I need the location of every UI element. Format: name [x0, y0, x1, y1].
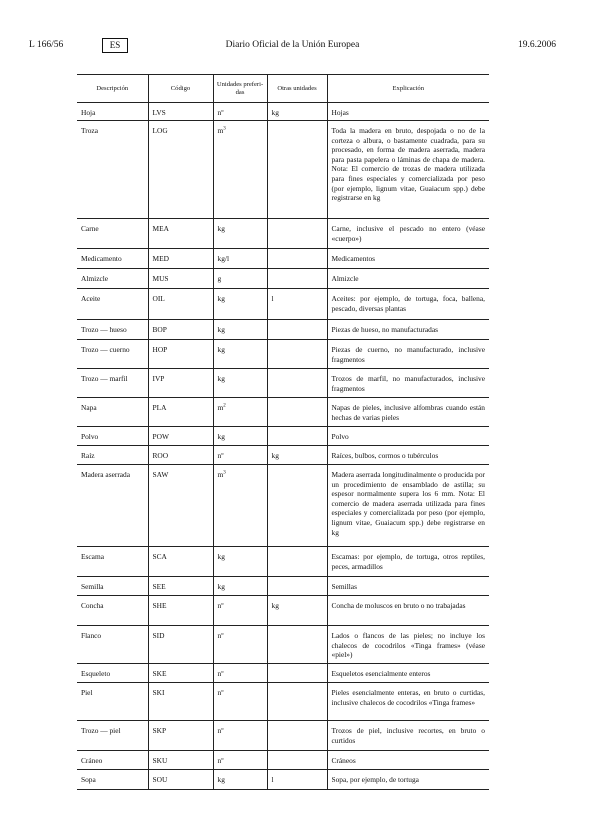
- cell-other-unit: [267, 398, 327, 427]
- cell-code: LVS: [148, 103, 213, 121]
- cell-explanation: Toda la madera en bruto, despojada o no de la corteza o albura, o bastamente cuadrada, para su procesado, en forma de madera aserrada, madera para pasta papelera o láminas de chapa de madera. Nota: El comercio de trozas de madera utilizada para fines especiales y comercializada por peso (por ejemplo, lignum vitae, Guaiacum spp.) debe registrarse en kg: [327, 121, 489, 219]
- cell-other-unit: [267, 269, 327, 289]
- cell-description: Cráneo: [77, 751, 148, 770]
- table-row: [77, 269, 489, 289]
- cell-other-unit: [267, 547, 327, 577]
- cell-explanation: Semillas: [327, 577, 489, 596]
- table-row: [77, 103, 489, 121]
- cell-code: SKE: [148, 664, 213, 683]
- language-box: ES: [102, 38, 128, 53]
- cell-preferred-unit: kg: [213, 219, 267, 249]
- cell-code: ROO: [148, 446, 213, 465]
- cell-explanation: Raíces, bulbos, cormos o tubérculos: [327, 446, 489, 465]
- cell-description: Esqueleto: [77, 664, 148, 683]
- cell-other-unit: [267, 249, 327, 269]
- cell-preferred-unit: nº: [213, 664, 267, 683]
- cell-explanation: Polvo: [327, 427, 489, 446]
- table-row: [77, 626, 489, 664]
- cell-explanation: Piezas de cuerno, no manufacturado, inclusive fragmentos: [327, 340, 489, 369]
- cell-other-unit: kg: [267, 596, 327, 626]
- table-row: [77, 664, 489, 683]
- cell-explanation: Esqueletos esencialmente enteros: [327, 664, 489, 683]
- table-row: [77, 219, 489, 249]
- cell-preferred-unit: nº: [213, 446, 267, 465]
- cell-code: SKP: [148, 721, 213, 751]
- table-row: [77, 398, 489, 427]
- table-row: [77, 770, 489, 790]
- table-row: [77, 683, 489, 721]
- table-row: [77, 596, 489, 626]
- cell-other-unit: [267, 369, 327, 398]
- cell-description: Semilla: [77, 577, 148, 596]
- col-header-preferred-units: Unidades preferi-das: [213, 75, 267, 103]
- cell-description: Trozo — piel: [77, 721, 148, 751]
- journal-title: Diario Oficial de la Unión Europea: [225, 40, 360, 50]
- cell-other-unit: [267, 683, 327, 721]
- cell-description: Carne: [77, 219, 148, 249]
- cell-description: Medicamento: [77, 249, 148, 269]
- table-row: [77, 340, 489, 369]
- cell-description: Troza: [77, 121, 148, 219]
- table-body: [77, 103, 489, 790]
- cell-code: SOU: [148, 770, 213, 790]
- cell-code: SID: [148, 626, 213, 664]
- cell-preferred-unit: $m^2$: [213, 398, 267, 427]
- col-header-other-units: Otras unidades: [267, 75, 327, 103]
- table-row: [77, 547, 489, 577]
- cell-code: SAW: [148, 465, 213, 547]
- cell-explanation: Escamas: por ejemplo, de tortuga, otros reptiles, peces, armadillos: [327, 547, 489, 577]
- cell-code: POW: [148, 427, 213, 446]
- cell-preferred-unit: $m^3$: [213, 465, 267, 547]
- cell-other-unit: [267, 121, 327, 219]
- cell-explanation: Piezas de hueso, no manufacturadas: [327, 320, 489, 340]
- cell-code: MED: [148, 249, 213, 269]
- cell-code: OIL: [148, 289, 213, 320]
- cell-preferred-unit: kg: [213, 320, 267, 340]
- cell-code: HOP: [148, 340, 213, 369]
- cell-description: Madera aserrada: [77, 465, 148, 547]
- cell-preferred-unit: kg: [213, 340, 267, 369]
- units-table: [77, 74, 489, 790]
- cell-explanation: Napas de pieles, inclusive alfombras cuando están hechas de varias pieles: [327, 398, 489, 427]
- table-row: [77, 577, 489, 596]
- cell-explanation: Trozos de marfil, no manufacturados, inclusive fragmentos: [327, 369, 489, 398]
- issue-date: 19.6.2006: [518, 40, 556, 50]
- cell-preferred-unit: nº: [213, 683, 267, 721]
- cell-explanation: Sopa, por ejemplo, de tortuga: [327, 770, 489, 790]
- cell-preferred-unit: kg: [213, 770, 267, 790]
- cell-description: Concha: [77, 596, 148, 626]
- cell-other-unit: [267, 340, 327, 369]
- cell-other-unit: kg: [267, 103, 327, 121]
- page-number: L 166/56: [29, 40, 64, 50]
- cell-description: Trozo — hueso: [77, 320, 148, 340]
- cell-other-unit: [267, 664, 327, 683]
- cell-code: SEE: [148, 577, 213, 596]
- cell-explanation: Concha de moluscos en bruto o no trabajadas: [327, 596, 489, 626]
- cell-description: Napa: [77, 398, 148, 427]
- cell-description: Piel: [77, 683, 148, 721]
- table-row: [77, 369, 489, 398]
- cell-preferred-unit: $m^3$: [213, 121, 267, 219]
- cell-code: SKU: [148, 751, 213, 770]
- table-row: [77, 249, 489, 269]
- table-header-row: [77, 75, 489, 103]
- cell-other-unit: l: [267, 770, 327, 790]
- cell-description: Flanco: [77, 626, 148, 664]
- cell-explanation: Carne, inclusive el pescado no entero (véase «cuerpo»): [327, 219, 489, 249]
- cell-preferred-unit: kg: [213, 547, 267, 577]
- table-row: [77, 320, 489, 340]
- cell-code: IVP: [148, 369, 213, 398]
- cell-other-unit: [267, 465, 327, 547]
- cell-other-unit: [267, 219, 327, 249]
- cell-code: MUS: [148, 269, 213, 289]
- col-header-explanation: Explicación: [327, 75, 489, 103]
- cell-explanation: Lados o flancos de las pieles; no incluye los chalecos de cocodrilos «Tinga frames» (véase «piel»): [327, 626, 489, 664]
- cell-description: Trozo — cuerno: [77, 340, 148, 369]
- cell-explanation: Cráneos: [327, 751, 489, 770]
- col-header-description: Descripción: [77, 75, 148, 103]
- cell-explanation: Madera aserrada longitudinalmente o producida por un procedimiento de ensamblado de astilla; su espesor normalmente supera los 6 mm. Nota: El comercio de madera aserrada utilizada para fines especiales y comercializada por peso (por ejemplo, lignum vitae, Guaiacum spp.) debe registrarse en kg: [327, 465, 489, 547]
- cell-preferred-unit: kg: [213, 369, 267, 398]
- cell-description: Aceite: [77, 289, 148, 320]
- cell-other-unit: [267, 577, 327, 596]
- cell-code: SHE: [148, 596, 213, 626]
- cell-other-unit: kg: [267, 446, 327, 465]
- cell-code: MEA: [148, 219, 213, 249]
- cell-preferred-unit: kg: [213, 289, 267, 320]
- cell-preferred-unit: nº: [213, 103, 267, 121]
- cell-other-unit: [267, 721, 327, 751]
- cell-preferred-unit: kg: [213, 427, 267, 446]
- cell-description: Trozo — marfil: [77, 369, 148, 398]
- cell-description: Almizcle: [77, 269, 148, 289]
- cell-explanation: Trozos de piel, inclusive recortes, en bruto o curtidos: [327, 721, 489, 751]
- cell-explanation: Almizcle: [327, 269, 489, 289]
- cell-preferred-unit: kg/l: [213, 249, 267, 269]
- cell-code: BOP: [148, 320, 213, 340]
- cell-preferred-unit: nº: [213, 596, 267, 626]
- table-row: [77, 465, 489, 547]
- cell-code: LOG: [148, 121, 213, 219]
- cell-description: Hoja: [77, 103, 148, 121]
- cell-description: Polvo: [77, 427, 148, 446]
- cell-code: SKI: [148, 683, 213, 721]
- cell-code: SCA: [148, 547, 213, 577]
- table-row: [77, 446, 489, 465]
- cell-explanation: Medicamentos: [327, 249, 489, 269]
- cell-preferred-unit: nº: [213, 721, 267, 751]
- table-row: [77, 751, 489, 770]
- cell-preferred-unit: nº: [213, 626, 267, 664]
- cell-explanation: Aceites: por ejemplo, de tortuga, foca, ballena, pescado, diversas plantas: [327, 289, 489, 320]
- table-row: [77, 427, 489, 446]
- cell-description: Sopa: [77, 770, 148, 790]
- cell-other-unit: [267, 427, 327, 446]
- cell-other-unit: [267, 320, 327, 340]
- cell-other-unit: [267, 751, 327, 770]
- cell-code: PLA: [148, 398, 213, 427]
- cell-preferred-unit: kg: [213, 577, 267, 596]
- cell-other-unit: [267, 626, 327, 664]
- cell-description: Raíz: [77, 446, 148, 465]
- cell-other-unit: l: [267, 289, 327, 320]
- cell-preferred-unit: nº: [213, 751, 267, 770]
- page-header: [29, 40, 556, 54]
- cell-description: Escama: [77, 547, 148, 577]
- cell-preferred-unit: g: [213, 269, 267, 289]
- col-header-code: Código: [148, 75, 213, 103]
- table-row: [77, 121, 489, 219]
- table-row: [77, 289, 489, 320]
- cell-explanation: Pieles esencialmente enteras, en bruto o curtidas, inclusive chalecos de cocodrilos «Tinga frames»: [327, 683, 489, 721]
- cell-explanation: Hojas: [327, 103, 489, 121]
- table-row: [77, 721, 489, 751]
